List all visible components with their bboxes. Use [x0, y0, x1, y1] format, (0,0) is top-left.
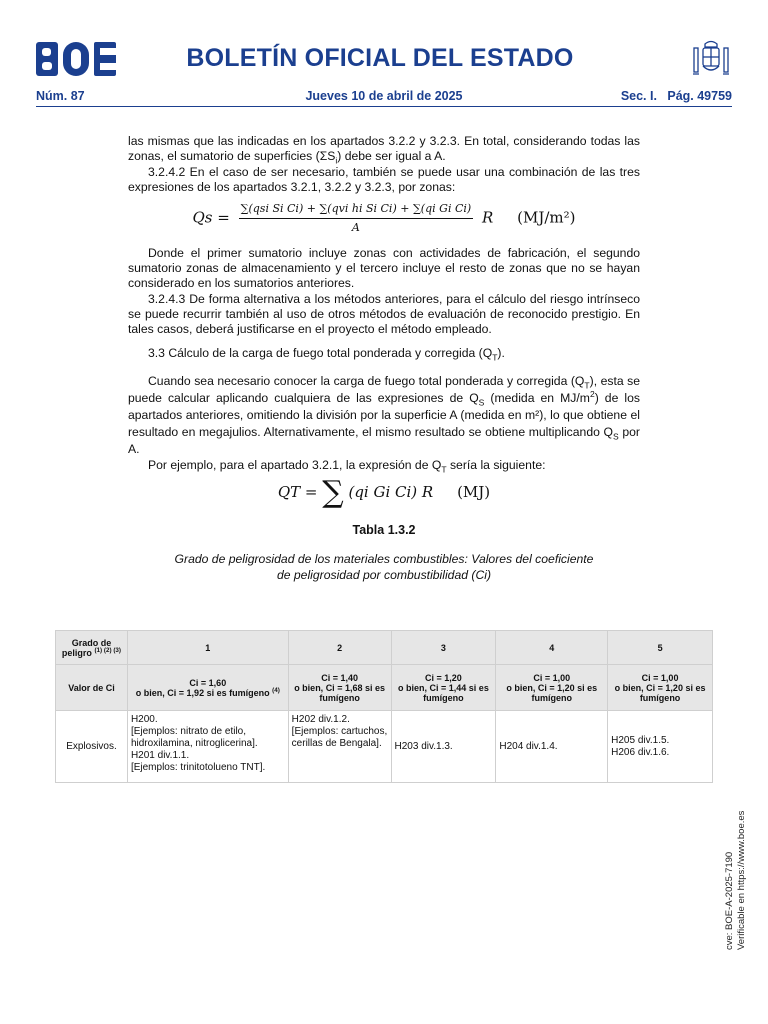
ci-value-cell: Ci = 1,60 o bien, Ci = 1,92 si es fumígeno $^{(4)}$ — [127, 665, 288, 711]
hazard-table — [55, 630, 713, 783]
formula-qs-factor: R — [481, 208, 494, 227]
formula-qs-fraction — [239, 201, 474, 236]
formula-qt-body: (qi Gi Ci) R — [348, 483, 434, 502]
coat-of-arms-icon — [690, 38, 732, 80]
row-cell: H203 div.1.3. — [391, 711, 496, 783]
table-caption-line-2: de peligrosidad por combustibilidad (Ci) — [276, 567, 492, 582]
header-grado-peligro: Grado de peligro $^{(1) (2) (3)}$ — [56, 631, 128, 665]
header-level: 4 — [496, 631, 608, 665]
header-level: 2 — [288, 631, 391, 665]
row-label: Explosivos. — [56, 711, 128, 783]
ci-value-cell: Ci = 1,00 o bien, Ci = 1,20 si es fumígeno — [608, 665, 713, 711]
formula-qs-unit: (MJ/m²) — [517, 208, 576, 227]
issue-number: Núm. 87 — [36, 89, 85, 103]
formula-qs-numerator: ∑(qsi Si Ci) + ∑(qvi hi Si Ci) + ∑(qi Gi Ci) — [239, 201, 474, 219]
formula-qt-lhs: QT = — [277, 483, 318, 502]
header-level: 1 — [127, 631, 288, 665]
formula-qt-sigma: ∑ — [322, 475, 344, 511]
formula-qs-lhs: Qs = — [192, 208, 230, 227]
table-caption-line-1: Grado de peligrosidad de los materiales combustibles: Valores del coeficiente — [174, 552, 594, 567]
ci-value-cell: Ci = 1,00 o bien, Ci = 1,20 si es fumígeno — [496, 665, 608, 711]
verification-note — [724, 811, 748, 950]
section-page: Sec. I. Pág. 49759 — [620, 89, 732, 103]
ci-value-cell: Ci = 1,40 o bien, Ci = 1,68 si es fumígeno — [288, 665, 391, 711]
header-rule — [36, 106, 732, 107]
table-title: Tabla 1.3.2 — [352, 523, 416, 538]
row-cell: H205 div.1.5. H206 div.1.6. — [608, 711, 713, 783]
boe-logo — [36, 42, 116, 76]
row-cell: H204 div.1.4. — [496, 711, 608, 783]
header-level: 5 — [608, 631, 713, 665]
table-ci-row — [56, 665, 713, 711]
paragraph-sumatorio: Donde el primer sumatorio incluye zonas con actividades de fabricación, el segundo sumatorio zonas de almacenamiento y el tercero incluye el resto de zonas que no se hayan considerado en los sumatorios anteriores. — [128, 245, 640, 291]
paragraph-qt: Cuando sea necesario conocer la carga de fuego total ponderada y corregida $(Q_T)$, esta se puede calcular aplicando cualquiera de las expresiones de $Q_S$ (medida en $MJ/m^2$) de los apartados anteriores, omitiendo la división por la superficie A (medida en m²), lo que obtiene el resultado en megajulios. Alternativamente, el mismo resultado se obtiene multiplicando $Q_S$ por A. — [128, 373, 641, 456]
paragraph-3-2-4-3: 3.2.4.3 De forma alternativa a los métodos anteriores, para el cálculo del riesgo intrínseco se puede recurrir también al uso de otros métodos de evaluación de reconocido prestigio. En tales casos, deberá justificarse en el proyecto el método empleado. — [128, 291, 640, 337]
ci-value-cell: Ci = 1,20 o bien, Ci = 1,44 si es fumígeno — [391, 665, 496, 711]
paragraph-3-2-4-2: 3.2.4.2 En el caso de ser necesario, también se puede usar una combinación de las tres expresiones de los apartados 3.2.1, 3.2.2 y 3.2.3, por zonas: — [128, 164, 640, 194]
paragraph-1: las mismas que las indicadas en los apartados 3.2.2 y 3.2.3. En total, considerando todas las zonas, el sumatorio de superficies $(\Sigma S_i)$ debe ser igual a A. — [128, 134, 640, 166]
row-cell: H202 div.1.2. [Ejemplos: cartuchos, cerillas de Bengala]. — [288, 711, 391, 783]
formula-qt-unit: (MJ) — [457, 483, 491, 502]
section-heading-3-3: 3.3 Cálculo de la carga de fuego total ponderada y corregida $(Q_T)$. — [148, 345, 505, 362]
paragraph-ejemplo: Por ejemplo, para el apartado 3.2.1, la expresión de $Q_T$ sería la siguiente: — [148, 457, 546, 475]
table-header-row — [56, 631, 713, 665]
cve-code: cve: BOE-A-2025-7190 — [724, 851, 735, 950]
header-valor-ci: Valor de Ci — [56, 665, 128, 711]
formula-qt — [128, 475, 640, 511]
row-cell: H200. [Ejemplos: nitrato de etilo, hidroxilamina, nitroglicerina]. H201 div.1.1. [Ejemplos: trinitotolueno TNT]. — [127, 711, 288, 783]
header-level: 3 — [391, 631, 496, 665]
newspaper-title: BOLETÍN OFICIAL DEL ESTADO — [186, 44, 574, 72]
formula-qs — [128, 201, 640, 236]
document-body — [128, 134, 640, 583]
verification-link[interactable]: Verificable en https://www.boe.es — [736, 810, 747, 950]
table-row — [56, 711, 713, 783]
formula-qs-denominator: A — [351, 221, 360, 235]
issue-date: Jueves 10 de abril de 2025 — [305, 89, 463, 103]
